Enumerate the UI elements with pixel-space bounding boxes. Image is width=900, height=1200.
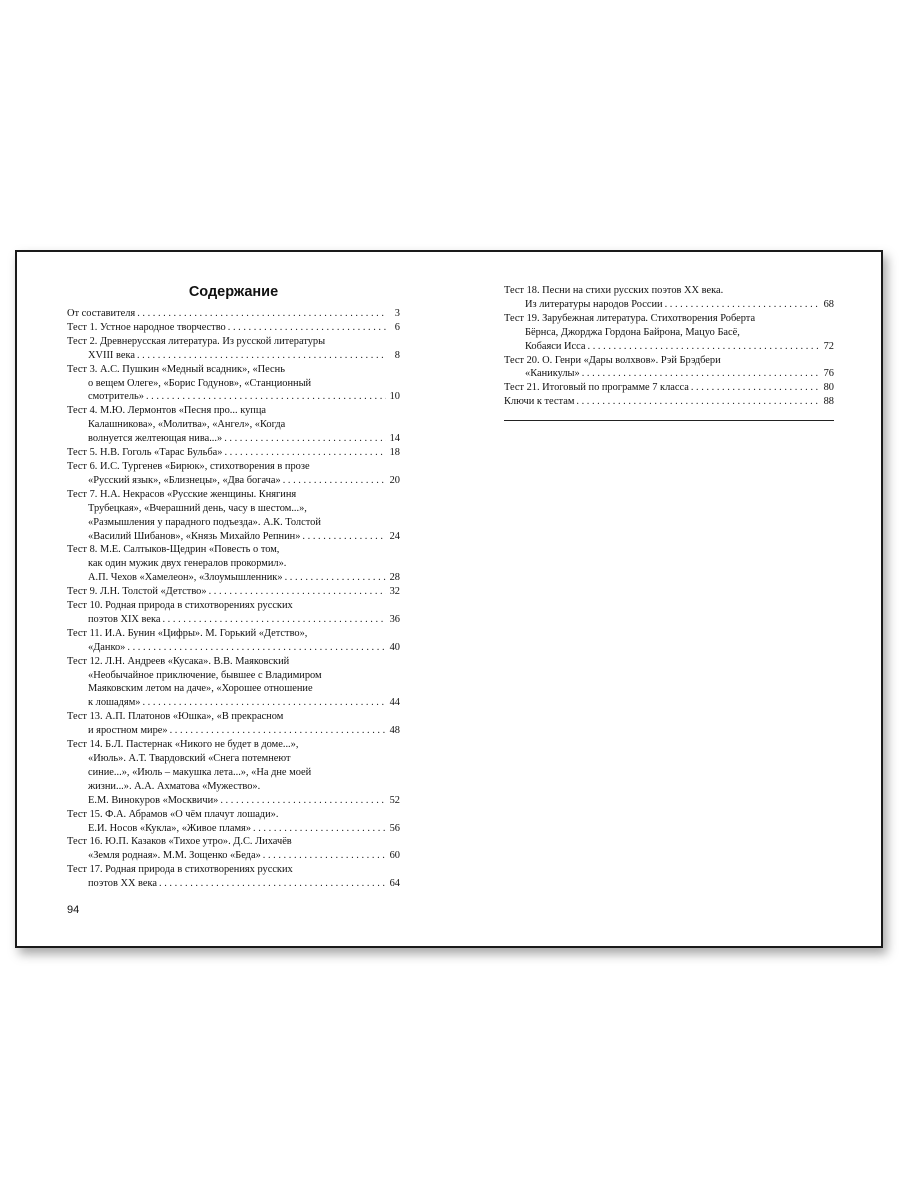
toc-entry-text: От составителя [67, 308, 136, 319]
dot-leader [135, 307, 386, 321]
toc-line [67, 808, 400, 822]
toc-entry [67, 710, 400, 738]
toc-entry-text: «Русский язык», «Близнецы», «Два богача» [88, 474, 281, 486]
toc-page-number: 6 [394, 321, 400, 333]
toc-page-number: 24 [389, 530, 400, 542]
toc-line [67, 502, 400, 516]
toc-entry [504, 395, 834, 409]
toc-entry-text: Ключи к тестам [504, 396, 575, 408]
toc-page-number: 72 [823, 340, 834, 352]
toc-entry-text: Тест 20. О. Генри «Дары волхвов». Рэй Брэдбери [504, 354, 721, 366]
dot-leader [574, 395, 820, 409]
toc-line [67, 641, 400, 655]
toc-line [67, 321, 400, 335]
toc-entry [67, 585, 400, 599]
toc-entry-text: Тест 10. Родная природа в стихотворениях русских [67, 600, 293, 612]
toc-line [67, 835, 400, 849]
toc-line [67, 849, 400, 863]
dot-leader [135, 349, 386, 363]
toc-page-number: 60 [389, 850, 400, 862]
toc-line [504, 284, 834, 298]
toc-line [504, 354, 834, 368]
toc-line [67, 766, 400, 780]
toc-entry-text: как один мужик двух генералов прокормил». [88, 558, 287, 570]
toc-line [67, 655, 400, 669]
toc-entry [67, 655, 400, 711]
toc-entry-text: Тест 16. Ю.П. Казаков «Тихое утро». Д.С. Лихачёв [67, 836, 292, 848]
toc-entry [67, 543, 400, 585]
toc-line [67, 682, 400, 696]
toc-page-number: 68 [823, 298, 834, 310]
page-title: Содержание [188, 284, 279, 300]
toc-page-number: 48 [389, 725, 400, 737]
toc-line [67, 627, 400, 641]
toc-page-number: 14 [389, 433, 400, 445]
toc-entry [67, 335, 400, 363]
toc-entry-text: Калашникова», «Молитва», «Ангел», «Когда [88, 419, 286, 431]
dot-leader [222, 432, 386, 446]
dot-leader [251, 822, 386, 836]
toc-entry-text: о вещем Олеге», «Борис Годунов», «Станционный [88, 377, 312, 389]
toc-entry-text: «Василий Шибанов», «Князь Михайло Репнин» [88, 530, 301, 542]
toc-line [504, 395, 834, 409]
toc-entry-text: Е.И. Носов «Кукла», «Живое пламя» [88, 822, 252, 834]
toc-line [67, 516, 400, 530]
toc-entry-text: Тест 4. М.Ю. Лермонтов «Песня про... купца [67, 405, 267, 417]
toc-line [67, 335, 400, 349]
toc-line [67, 418, 400, 432]
toc-entry [67, 627, 400, 655]
dot-leader [586, 340, 820, 354]
toc-page-number: 80 [823, 382, 834, 394]
dot-leader [218, 794, 386, 808]
toc-line [67, 863, 400, 877]
toc-entry [67, 599, 400, 627]
toc-entry-text: «Данко» [88, 641, 126, 653]
toc-line [67, 543, 400, 557]
toc-line [504, 381, 834, 395]
toc-line [67, 696, 400, 710]
toc-entry-text: Тест 9. Л.Н. Толстой «Детство» [67, 586, 207, 598]
toc-entry-text: Тест 12. Л.Н. Андреев «Кусака». В.В. Маяковский [67, 655, 290, 667]
toc-line [504, 367, 834, 381]
toc-entry-text: Тест 8. М.Е. Салтыков-Щедрин «Повесть о том, [67, 544, 280, 556]
toc-entry [67, 363, 400, 405]
dot-leader [125, 641, 386, 655]
dot-leader [226, 321, 386, 335]
end-rule [504, 420, 834, 421]
toc-entry-text: Тест 13. А.П. Платонов «Юшка», «В прекрасном [67, 711, 284, 723]
page-number: 94 [67, 904, 80, 916]
toc-entry [67, 321, 400, 335]
toc-entry [504, 312, 834, 354]
toc-line [504, 298, 834, 312]
toc-entry [67, 446, 400, 460]
toc-page-number: 88 [823, 396, 834, 408]
dot-leader [300, 530, 386, 544]
toc-list-left [67, 307, 400, 891]
toc-line [67, 780, 400, 794]
toc-line [67, 710, 400, 724]
toc-entry-text: Тест 7. Н.А. Некрасов «Русские женщины. Княгиня [67, 488, 297, 500]
toc-entry-text: Е.М. Винокуров «Москвичи» [88, 794, 219, 806]
toc-line [67, 557, 400, 571]
toc-entry-text: Тест 19. Зарубежная литература. Стихотворения Роберта [504, 312, 756, 324]
toc-line [504, 312, 834, 326]
toc-line [67, 488, 400, 502]
toc-entry-text: Тест 5. Н.В. Гоголь «Тарас Бульба» [67, 447, 223, 459]
toc-entry [67, 863, 400, 891]
toc-line [67, 307, 400, 321]
dot-leader [207, 585, 386, 599]
dot-leader [160, 613, 386, 627]
toc-entry-text: Тест 11. И.А. Бунин «Цифры». М. Горький «Детство», [67, 627, 308, 639]
toc-line [67, 530, 400, 544]
toc-entry [67, 488, 400, 544]
toc-entry-text: Тест 21. Итоговый по программе 7 класса [504, 382, 689, 394]
toc-entry-text: Маяковским летом на даче», «Хорошее отношение [88, 683, 313, 695]
toc-page-number: 18 [389, 447, 400, 459]
toc-entry-text: Тест 3. А.С. Пушкин «Медный всадник», «Песнь [67, 363, 285, 375]
toc-page-number: 52 [389, 794, 400, 806]
toc-entry [67, 738, 400, 808]
toc-page-number: 36 [389, 613, 400, 625]
toc-line [67, 669, 400, 683]
toc-entry [67, 835, 400, 863]
toc-entry-text: «Размышления у парадного подъезда». А.К. Толстой [88, 516, 321, 528]
toc-page-number: 56 [389, 822, 400, 834]
toc-page-number: 3 [394, 308, 400, 319]
dot-leader [580, 367, 820, 381]
toc-line [67, 432, 400, 446]
toc-entry-text: Тест 15. Ф.А. Абрамов «О чём плачут лошади». [67, 808, 279, 820]
toc-page-number: 32 [389, 586, 400, 598]
toc-line [67, 349, 400, 363]
book-page [15, 250, 883, 948]
toc-entry [504, 354, 834, 382]
dot-leader [261, 849, 386, 863]
toc-list-right [504, 284, 834, 409]
toc-page-number: 20 [389, 474, 400, 486]
dot-leader [689, 381, 820, 395]
toc-line [67, 404, 400, 418]
toc-entry-text: жизни...». А.А. Ахматова «Мужество». [88, 780, 261, 792]
dot-leader [140, 696, 386, 710]
toc-entry-text: синие...», «Июль – макушка лета...», «На дне моей [88, 766, 312, 778]
toc-entry [504, 284, 834, 312]
toc-entry-text: «Земля родная». М.М. Зощенко «Беда» [88, 850, 261, 862]
toc-line [67, 446, 400, 460]
toc-entry-text: А.П. Чехов «Хамелеон», «Злоумышленник» [88, 572, 283, 584]
toc-entry [67, 460, 400, 488]
toc-entry-text: Трубецкая», «Вчерашний день, часу в шестом...», [88, 502, 307, 514]
toc-page-number: 44 [389, 697, 400, 709]
toc-page-number: 8 [394, 349, 400, 361]
dot-leader [157, 877, 386, 891]
toc-entry-text: Кобаяси Исса [525, 340, 586, 352]
dot-leader [144, 390, 386, 404]
dot-leader [168, 724, 386, 738]
toc-entry-text: поэтов XX века [88, 878, 158, 890]
toc-page-number: 28 [389, 572, 400, 584]
toc-entry-text: и яростном мире» [88, 725, 168, 737]
toc-entry [67, 404, 400, 446]
toc-page-number: 76 [823, 368, 834, 380]
toc-entry-text: Из литературы народов России [525, 298, 663, 310]
dot-leader [283, 571, 386, 585]
toc-left-column [67, 284, 400, 891]
toc-line [67, 613, 400, 627]
toc-entry [67, 307, 400, 321]
toc-line [67, 794, 400, 808]
toc-page-number: 64 [389, 878, 400, 890]
toc-line [67, 571, 400, 585]
toc-line [67, 752, 400, 766]
toc-line [67, 877, 400, 891]
toc-line [504, 326, 834, 340]
toc-line [504, 340, 834, 354]
toc-line [67, 724, 400, 738]
toc-line [67, 363, 400, 377]
toc-entry-text: Тест 1. Устное народное творчество [67, 321, 226, 333]
toc-line [67, 822, 400, 836]
toc-entry-text: XVIII века [88, 349, 135, 361]
dot-leader [281, 474, 386, 488]
toc-entry-text: волнуется желтеющая нива...» [88, 433, 223, 445]
toc-page-number: 10 [389, 391, 400, 403]
toc-entry-text: Бёрнса, Джорджа Гордона Байрона, Мацуо Басё, [525, 326, 740, 338]
toc-line [67, 599, 400, 613]
toc-entry-text: Тест 14. Б.Л. Пастернак «Никого не будет в доме...», [67, 739, 299, 751]
toc-page-number: 40 [389, 641, 400, 653]
toc-entry-text: Тест 18. Песни на стихи русских поэтов XX века. [504, 285, 724, 296]
toc-entry-text: к лошадям» [88, 697, 141, 709]
toc-entry-text: «Каникулы» [525, 368, 580, 380]
toc-entry [67, 808, 400, 836]
toc-line [67, 390, 400, 404]
toc-entry-text: Тест 2. Древнерусская литература. Из русской литературы [67, 335, 326, 347]
toc-line [67, 460, 400, 474]
dot-leader [222, 446, 386, 460]
toc-entry-text: поэтов XIX века [88, 613, 161, 625]
toc-line [67, 585, 400, 599]
toc-entry-text: Тест 17. Родная природа в стихотворениях русских [67, 864, 293, 876]
toc-entry-text: смотритель» [88, 391, 144, 403]
toc-line [67, 377, 400, 391]
toc-entry-text: «Июль». А.Т. Твардовский «Снега потемнеют [88, 753, 291, 764]
toc-line [67, 738, 400, 752]
toc-right-column [504, 284, 834, 409]
toc-entry [504, 381, 834, 395]
dot-leader [663, 298, 820, 312]
toc-entry-text: «Необычайное приключение, бывшее с Владимиром [88, 669, 322, 681]
toc-line [67, 474, 400, 488]
toc-entry-text: Тест 6. И.С. Тургенев «Бирюк», стихотворения в прозе [67, 460, 310, 472]
